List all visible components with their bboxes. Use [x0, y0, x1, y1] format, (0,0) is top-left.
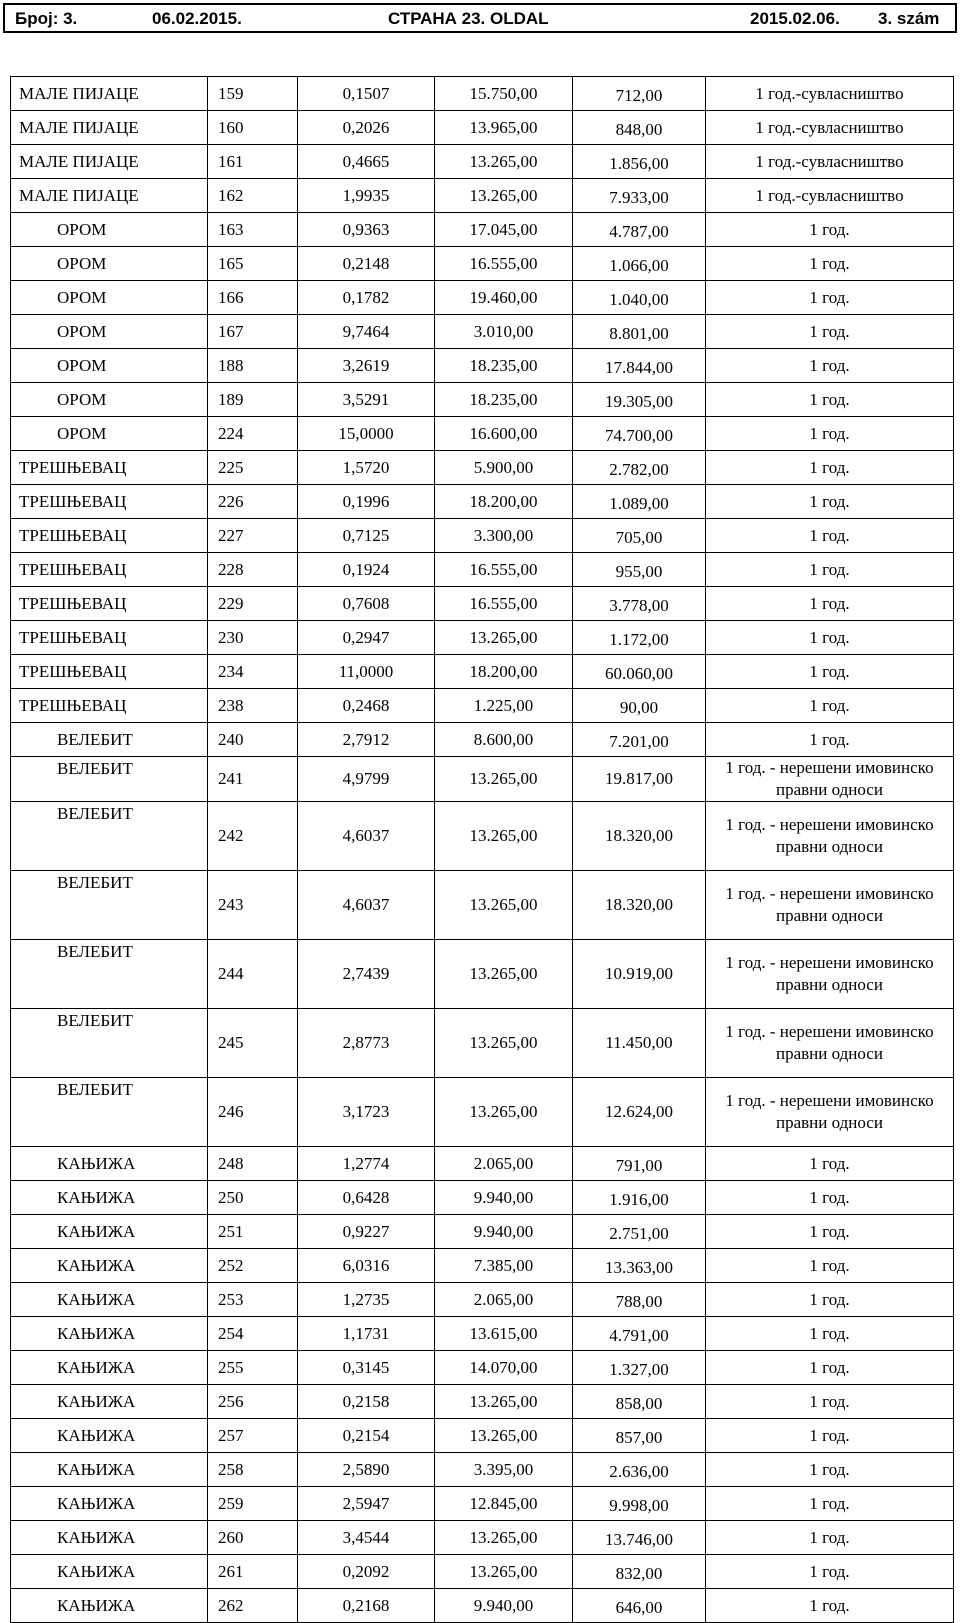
parcel-number-cell: 243: [208, 871, 298, 940]
price-cell: 18.200,00: [435, 655, 573, 689]
area-cell: 2,8773: [298, 1009, 435, 1078]
lease-term-cell: 1 год.: [706, 1521, 954, 1555]
table-row: [11, 1249, 954, 1283]
lease-term-cell: 1 год.: [706, 1317, 954, 1351]
location-cell: ТРЕШЊЕВАЦ: [11, 655, 208, 689]
parcel-number-cell: 225: [208, 451, 298, 485]
price-cell: 12.845,00: [435, 1487, 573, 1521]
location-cell: КАЊИЖА: [11, 1317, 208, 1351]
area-cell: 4,9799: [298, 757, 435, 802]
area-cell: 0,9227: [298, 1215, 435, 1249]
table-row: [11, 383, 954, 417]
table-body: [11, 77, 954, 1623]
table-row: [11, 1351, 954, 1385]
location-cell: ВЕЛЕБИТ: [11, 940, 208, 1009]
lease-term-cell: 1 год.: [706, 349, 954, 383]
location-cell: ТРЕШЊЕВАЦ: [11, 553, 208, 587]
table-row: [11, 281, 954, 315]
price-cell: 2.065,00: [435, 1147, 573, 1181]
parcel-number-cell: 253: [208, 1283, 298, 1317]
parcel-number-cell: 246: [208, 1078, 298, 1147]
location-cell: МАЛЕ ПИЈАЦЕ: [11, 179, 208, 213]
price-cell: 2.065,00: [435, 1283, 573, 1317]
issue-date-serbian: 06.02.2015.: [152, 9, 242, 28]
page-header: [3, 3, 957, 33]
location-cell: ОРОМ: [11, 315, 208, 349]
amount-cell: 1.066,00: [573, 247, 706, 281]
table-row: [11, 1419, 954, 1453]
table-row: [11, 689, 954, 723]
lease-term-cell: 1 год.: [706, 621, 954, 655]
price-cell: 13.265,00: [435, 621, 573, 655]
parcel-number-cell: 159: [208, 77, 298, 111]
price-cell: 3.010,00: [435, 315, 573, 349]
lease-term-cell: 1 год.: [706, 553, 954, 587]
price-cell: 13.265,00: [435, 1555, 573, 1589]
price-cell: 13.265,00: [435, 1419, 573, 1453]
parcel-number-cell: 250: [208, 1181, 298, 1215]
amount-cell: 19.817,00: [573, 757, 706, 802]
lease-term-cell: 1 год.: [706, 655, 954, 689]
amount-cell: 832,00: [573, 1555, 706, 1589]
location-cell: ТРЕШЊЕВАЦ: [11, 621, 208, 655]
lease-term-cell: 1 год.: [706, 1215, 954, 1249]
area-cell: 0,3145: [298, 1351, 435, 1385]
parcel-number-cell: 255: [208, 1351, 298, 1385]
price-cell: 13.265,00: [435, 940, 573, 1009]
area-cell: 0,2158: [298, 1385, 435, 1419]
amount-cell: 4.787,00: [573, 213, 706, 247]
amount-cell: 955,00: [573, 553, 706, 587]
lease-term-cell: 1 год.: [706, 485, 954, 519]
area-cell: 3,1723: [298, 1078, 435, 1147]
price-cell: 13.265,00: [435, 1385, 573, 1419]
lease-term-cell: 1 год.: [706, 1487, 954, 1521]
parcel-number-cell: 262: [208, 1589, 298, 1623]
issue-number: Број: 3.: [15, 9, 78, 28]
area-cell: 3,5291: [298, 383, 435, 417]
amount-cell: 848,00: [573, 111, 706, 145]
page-number-label: СТРАНА 23. OLDAL: [388, 9, 549, 28]
price-cell: 9.940,00: [435, 1215, 573, 1249]
lease-term-cell: 1 год.: [706, 1283, 954, 1317]
parcel-number-cell: 257: [208, 1419, 298, 1453]
price-cell: 16.555,00: [435, 247, 573, 281]
area-cell: 0,1996: [298, 485, 435, 519]
table-row: [11, 349, 954, 383]
price-cell: 13.265,00: [435, 1009, 573, 1078]
lease-term-cell: 1 год. - нерешени имовинско правни односи: [706, 940, 954, 1009]
price-cell: 16.555,00: [435, 553, 573, 587]
table-row: [11, 1487, 954, 1521]
location-cell: КАЊИЖА: [11, 1181, 208, 1215]
amount-cell: 2.782,00: [573, 451, 706, 485]
table-row: [11, 417, 954, 451]
area-cell: 1,2735: [298, 1283, 435, 1317]
location-cell: ВЕЛЕБИТ: [11, 871, 208, 940]
location-cell: ТРЕШЊЕВАЦ: [11, 485, 208, 519]
amount-cell: 1.089,00: [573, 485, 706, 519]
price-cell: 14.070,00: [435, 1351, 573, 1385]
table-row: [11, 1147, 954, 1181]
parcel-number-cell: 238: [208, 689, 298, 723]
lease-term-cell: 1 год.: [706, 519, 954, 553]
price-cell: 19.460,00: [435, 281, 573, 315]
area-cell: 0,2092: [298, 1555, 435, 1589]
location-cell: КАЊИЖА: [11, 1521, 208, 1555]
amount-cell: 788,00: [573, 1283, 706, 1317]
table-row: [11, 213, 954, 247]
parcel-number-cell: 241: [208, 757, 298, 802]
parcel-number-cell: 163: [208, 213, 298, 247]
price-cell: 13.265,00: [435, 179, 573, 213]
area-cell: 0,2168: [298, 1589, 435, 1623]
table-row: [11, 1385, 954, 1419]
area-cell: 0,1782: [298, 281, 435, 315]
area-cell: 15,0000: [298, 417, 435, 451]
location-cell: ОРОМ: [11, 349, 208, 383]
area-cell: 1,1731: [298, 1317, 435, 1351]
amount-cell: 7.933,00: [573, 179, 706, 213]
amount-cell: 1.172,00: [573, 621, 706, 655]
parcel-number-cell: 227: [208, 519, 298, 553]
lease-term-cell: 1 год.: [706, 1249, 954, 1283]
lease-term-cell: 1 год.: [706, 1555, 954, 1589]
lease-term-cell: 1 год. - нерешени имовинско правни односи: [706, 802, 954, 871]
table-row: [11, 485, 954, 519]
amount-cell: 18.320,00: [573, 871, 706, 940]
lease-term-cell: 1 год. - нерешени имовинско правни односи: [706, 1078, 954, 1147]
location-cell: ВЕЛЕБИТ: [11, 1009, 208, 1078]
lease-term-cell: 1 год.-сувласништво: [706, 179, 954, 213]
lease-term-cell: 1 год.: [706, 1589, 954, 1623]
amount-cell: 2.636,00: [573, 1453, 706, 1487]
location-cell: КАЊИЖА: [11, 1385, 208, 1419]
location-cell: ОРОМ: [11, 417, 208, 451]
area-cell: 2,7912: [298, 723, 435, 757]
lease-term-cell: 1 год.: [706, 1181, 954, 1215]
area-cell: 1,9935: [298, 179, 435, 213]
lease-term-cell: 1 год.: [706, 417, 954, 451]
area-cell: 0,4665: [298, 145, 435, 179]
price-cell: 13.265,00: [435, 871, 573, 940]
area-cell: 1,5720: [298, 451, 435, 485]
location-cell: МАЛЕ ПИЈАЦЕ: [11, 145, 208, 179]
lease-term-cell: 1 год.-сувласништво: [706, 145, 954, 179]
amount-cell: 17.844,00: [573, 349, 706, 383]
amount-cell: 858,00: [573, 1385, 706, 1419]
amount-cell: 13.746,00: [573, 1521, 706, 1555]
lease-term-cell: 1 год.: [706, 723, 954, 757]
location-cell: ОРОМ: [11, 247, 208, 281]
area-cell: 0,9363: [298, 213, 435, 247]
amount-cell: 90,00: [573, 689, 706, 723]
location-cell: ТРЕШЊЕВАЦ: [11, 519, 208, 553]
price-cell: 13.265,00: [435, 145, 573, 179]
parcel-number-cell: 256: [208, 1385, 298, 1419]
price-cell: 9.940,00: [435, 1589, 573, 1623]
parcel-number-cell: 244: [208, 940, 298, 1009]
price-cell: 16.555,00: [435, 587, 573, 621]
location-cell: МАЛЕ ПИЈАЦЕ: [11, 77, 208, 111]
area-cell: 0,6428: [298, 1181, 435, 1215]
amount-cell: 4.791,00: [573, 1317, 706, 1351]
lease-term-cell: 1 год.: [706, 281, 954, 315]
parcel-number-cell: 254: [208, 1317, 298, 1351]
parcel-number-cell: 224: [208, 417, 298, 451]
lease-term-cell: 1 год.-сувласништво: [706, 77, 954, 111]
location-cell: ОРОМ: [11, 281, 208, 315]
amount-cell: 1.856,00: [573, 145, 706, 179]
area-cell: 4,6037: [298, 802, 435, 871]
area-cell: 0,1924: [298, 553, 435, 587]
parcel-number-cell: 245: [208, 1009, 298, 1078]
issue-number-hungarian: 3. szám: [878, 9, 940, 28]
price-cell: 1.225,00: [435, 689, 573, 723]
lease-term-cell: 1 год.: [706, 1419, 954, 1453]
parcel-number-cell: 258: [208, 1453, 298, 1487]
parcel-number-cell: 229: [208, 587, 298, 621]
parcel-number-cell: 260: [208, 1521, 298, 1555]
table-row: [11, 451, 954, 485]
amount-cell: 11.450,00: [573, 1009, 706, 1078]
location-cell: КАЊИЖА: [11, 1283, 208, 1317]
amount-cell: 1.916,00: [573, 1181, 706, 1215]
amount-cell: 7.201,00: [573, 723, 706, 757]
area-cell: 3,4544: [298, 1521, 435, 1555]
table-row: [11, 1555, 954, 1589]
amount-cell: 791,00: [573, 1147, 706, 1181]
area-cell: 0,7125: [298, 519, 435, 553]
amount-cell: 13.363,00: [573, 1249, 706, 1283]
area-cell: 2,5890: [298, 1453, 435, 1487]
area-cell: 2,5947: [298, 1487, 435, 1521]
area-cell: 2,7439: [298, 940, 435, 1009]
table-row: [11, 940, 954, 1009]
table-row: [11, 655, 954, 689]
parcel-number-cell: 242: [208, 802, 298, 871]
area-cell: 11,0000: [298, 655, 435, 689]
amount-cell: 12.624,00: [573, 1078, 706, 1147]
location-cell: ВЕЛЕБИТ: [11, 1078, 208, 1147]
lease-term-cell: 1 год.-сувласништво: [706, 111, 954, 145]
lease-term-cell: 1 год.: [706, 1453, 954, 1487]
lease-term-cell: 1 год. - нерешени имовинско правни односи: [706, 1009, 954, 1078]
amount-cell: 712,00: [573, 77, 706, 111]
area-cell: 4,6037: [298, 871, 435, 940]
price-cell: 3.395,00: [435, 1453, 573, 1487]
price-cell: 16.600,00: [435, 417, 573, 451]
parcel-number-cell: 248: [208, 1147, 298, 1181]
parcel-number-cell: 259: [208, 1487, 298, 1521]
location-cell: КАЊИЖА: [11, 1589, 208, 1623]
location-cell: ВЕЛЕБИТ: [11, 757, 208, 802]
location-cell: ТРЕШЊЕВАЦ: [11, 689, 208, 723]
parcel-number-cell: 160: [208, 111, 298, 145]
price-cell: 3.300,00: [435, 519, 573, 553]
location-cell: КАЊИЖА: [11, 1487, 208, 1521]
amount-cell: 3.778,00: [573, 587, 706, 621]
amount-cell: 19.305,00: [573, 383, 706, 417]
price-cell: 7.385,00: [435, 1249, 573, 1283]
parcel-number-cell: 162: [208, 179, 298, 213]
lease-term-cell: 1 год. - нерешени имовинско правни односи: [706, 871, 954, 940]
price-cell: 13.965,00: [435, 111, 573, 145]
area-cell: 6,0316: [298, 1249, 435, 1283]
table-row: [11, 802, 954, 871]
price-cell: 13.615,00: [435, 1317, 573, 1351]
table-row: [11, 587, 954, 621]
amount-cell: 2.751,00: [573, 1215, 706, 1249]
location-cell: ТРЕШЊЕВАЦ: [11, 587, 208, 621]
price-cell: 9.940,00: [435, 1181, 573, 1215]
lease-term-cell: 1 год.: [706, 1385, 954, 1419]
area-cell: 0,1507: [298, 77, 435, 111]
table-row: [11, 1521, 954, 1555]
price-cell: 13.265,00: [435, 757, 573, 802]
area-cell: 0,2947: [298, 621, 435, 655]
location-cell: КАЊИЖА: [11, 1453, 208, 1487]
table-row: [11, 553, 954, 587]
parcel-number-cell: 161: [208, 145, 298, 179]
location-cell: ОРОМ: [11, 383, 208, 417]
price-cell: 18.200,00: [435, 485, 573, 519]
parcel-number-cell: 240: [208, 723, 298, 757]
price-cell: 18.235,00: [435, 383, 573, 417]
table-row: [11, 519, 954, 553]
location-cell: ОРОМ: [11, 213, 208, 247]
price-cell: 13.265,00: [435, 1078, 573, 1147]
location-cell: ТРЕШЊЕВАЦ: [11, 451, 208, 485]
amount-cell: 1.327,00: [573, 1351, 706, 1385]
amount-cell: 1.040,00: [573, 281, 706, 315]
lease-term-cell: 1 год.: [706, 315, 954, 349]
lease-term-cell: 1 год.: [706, 1147, 954, 1181]
table-row: [11, 1009, 954, 1078]
parcel-number-cell: 228: [208, 553, 298, 587]
location-cell: КАЊИЖА: [11, 1351, 208, 1385]
area-cell: 0,2148: [298, 247, 435, 281]
table-row: [11, 145, 954, 179]
parcel-number-cell: 166: [208, 281, 298, 315]
parcel-number-cell: 230: [208, 621, 298, 655]
table-row: [11, 1283, 954, 1317]
parcel-number-cell: 252: [208, 1249, 298, 1283]
amount-cell: 857,00: [573, 1419, 706, 1453]
amount-cell: 10.919,00: [573, 940, 706, 1009]
price-cell: 17.045,00: [435, 213, 573, 247]
location-cell: КАЊИЖА: [11, 1419, 208, 1453]
parcel-number-cell: 167: [208, 315, 298, 349]
price-cell: 15.750,00: [435, 77, 573, 111]
price-cell: 5.900,00: [435, 451, 573, 485]
table-row: [11, 621, 954, 655]
lease-term-cell: 1 год.: [706, 213, 954, 247]
table-row: [11, 1453, 954, 1487]
price-cell: 8.600,00: [435, 723, 573, 757]
parcel-number-cell: 226: [208, 485, 298, 519]
table-row: [11, 1215, 954, 1249]
area-cell: 3,2619: [298, 349, 435, 383]
area-cell: 0,2468: [298, 689, 435, 723]
location-cell: ВЕЛЕБИТ: [11, 802, 208, 871]
lease-term-cell: 1 год.: [706, 587, 954, 621]
price-cell: 18.235,00: [435, 349, 573, 383]
table-row: [11, 179, 954, 213]
amount-cell: 18.320,00: [573, 802, 706, 871]
area-cell: 9,7464: [298, 315, 435, 349]
area-cell: 0,2154: [298, 1419, 435, 1453]
parcel-number-cell: 188: [208, 349, 298, 383]
amount-cell: 9.998,00: [573, 1487, 706, 1521]
lease-term-cell: 1 год.: [706, 383, 954, 417]
price-cell: 13.265,00: [435, 802, 573, 871]
table-row: [11, 1181, 954, 1215]
location-cell: КАЊИЖА: [11, 1215, 208, 1249]
lease-term-cell: 1 год. - нерешени имовинско правни односи: [706, 757, 954, 802]
table-row: [11, 111, 954, 145]
table-row: [11, 757, 954, 802]
location-cell: ВЕЛЕБИТ: [11, 723, 208, 757]
location-cell: КАЊИЖА: [11, 1249, 208, 1283]
price-cell: 13.265,00: [435, 1521, 573, 1555]
parcel-number-cell: 261: [208, 1555, 298, 1589]
amount-cell: 8.801,00: [573, 315, 706, 349]
table-row: [11, 77, 954, 111]
table-row: [11, 247, 954, 281]
area-cell: 1,2774: [298, 1147, 435, 1181]
table-row: [11, 1589, 954, 1623]
parcel-number-cell: 251: [208, 1215, 298, 1249]
lease-term-cell: 1 год.: [706, 247, 954, 281]
parcel-number-cell: 165: [208, 247, 298, 281]
table-row: [11, 1317, 954, 1351]
parcel-number-cell: 234: [208, 655, 298, 689]
amount-cell: 646,00: [573, 1589, 706, 1623]
amount-cell: 74.700,00: [573, 417, 706, 451]
issue-date-hungarian: 2015.02.06.: [750, 9, 840, 28]
location-cell: КАЊИЖА: [11, 1147, 208, 1181]
table-row: [11, 723, 954, 757]
amount-cell: 60.060,00: [573, 655, 706, 689]
parcel-number-cell: 189: [208, 383, 298, 417]
amount-cell: 705,00: [573, 519, 706, 553]
location-cell: КАЊИЖА: [11, 1555, 208, 1589]
table-row: [11, 315, 954, 349]
table-row: [11, 1078, 954, 1147]
area-cell: 0,2026: [298, 111, 435, 145]
lease-term-cell: 1 год.: [706, 1351, 954, 1385]
parcel-lease-table: [10, 76, 954, 1623]
location-cell: МАЛЕ ПИЈАЦЕ: [11, 111, 208, 145]
table-row: [11, 871, 954, 940]
area-cell: 0,7608: [298, 587, 435, 621]
lease-term-cell: 1 год.: [706, 451, 954, 485]
lease-term-cell: 1 год.: [706, 689, 954, 723]
